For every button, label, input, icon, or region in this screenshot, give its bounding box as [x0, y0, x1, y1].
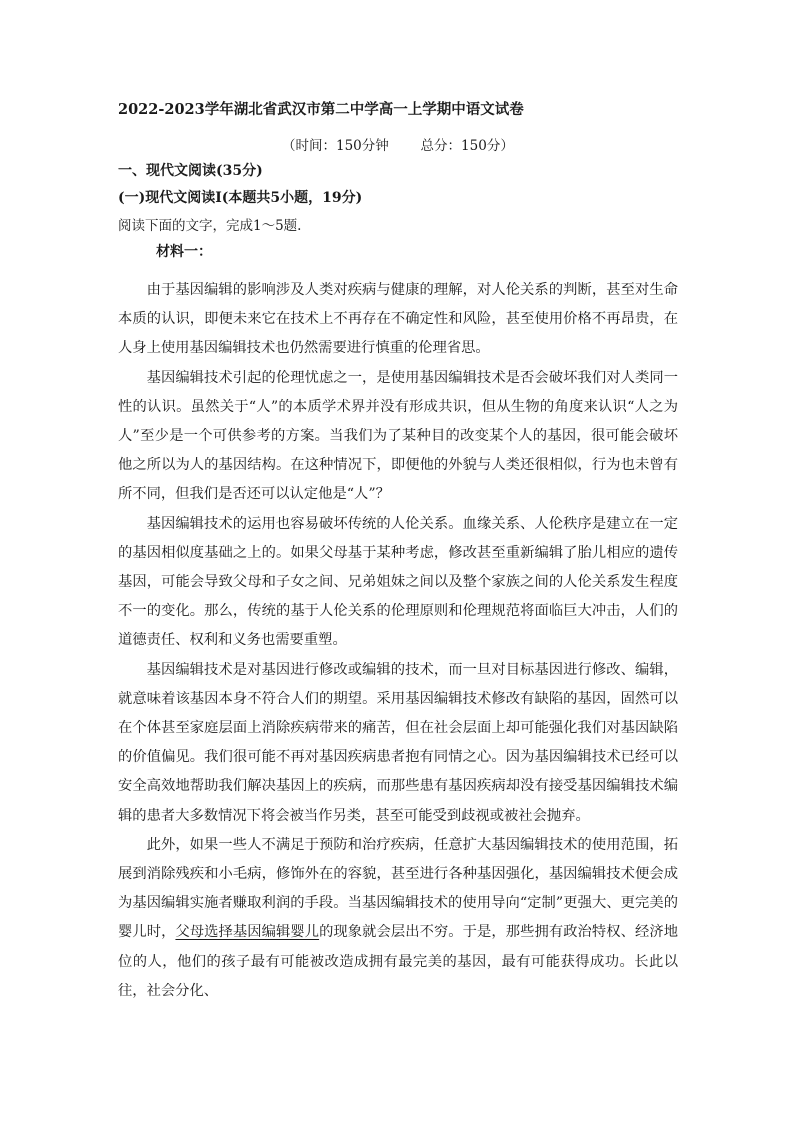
exam-time-and-score: （时间：150分钟 总分：150分）	[282, 138, 514, 154]
subsection-heading: (一)现代文阅读Ⅰ(本题共5小题，19分)	[118, 190, 363, 206]
exam-title: 2022-2023学年湖北省武汉市第二中学高一上学期中语文试卷	[118, 101, 524, 118]
passage-paragraph-3: 基因编辑技术的运用也容易破坏传统的人伦关系。血缘关系、人伦秩序是建立在一定的基因相似度基础之上的。如果父母基于某种考虑，修改甚至重新编辑了胎儿相应的遗传基因，可能会导致父母和子女之间、兄弟姐妹之间以及整个家族之间的人伦关系发生程度不一的变化。那么，传统的基于人伦关系的伦理原则和伦理规范将面临巨大冲击，人们的道德责任、权利和义务也需要重塑。	[118, 515, 678, 649]
material-label: 材料一：	[156, 244, 212, 260]
passage-body	[118, 276, 678, 1006]
underlined-phrase: 父母选择基因编辑婴儿	[175, 924, 320, 941]
reading-instruction: 阅读下面的文字，完成1～5题.	[118, 218, 302, 234]
passage-paragraph-1: 由于基因编辑的影响涉及人类对疾病与健康的理解，对人伦关系的判断，甚至对生命本质的认识，即便未来它在技术上不再存在不确定性和风险，甚至使用价格不再昂贵，在人身上使用基因编辑技术也仍然需要进行慎重的伦理省思。	[118, 282, 678, 357]
passage-paragraph-5	[118, 831, 678, 1006]
passage-paragraph-4: 基因编辑技术是对基因进行修改或编辑的技术，而一旦对目标基因进行修改、编辑，就意味着该基因本身不符合人们的期望。采用基因编辑技术修改有缺陷的基因，固然可以在个体甚至家庭层面上消除疾病带来的痛苦，但在社会层面上却可能强化我们对基因缺陷的价值偏见。我们很可能不再对基因疾病患者抱有同情之心。因为基因编辑技术已经可以安全高效地帮助我们解决基因上的疾病，而那些患有基因疾病却没有接受基因编辑技术编辑的患者大多数情况下将会被当作另类，甚至可能受到歧视或被社会抛弃。	[118, 661, 678, 824]
paragraph-5-text-after: 的现象就会层出不穷。于是，那些拥有政治特权、经济地位的人，他们的孩子最有可能被改造成拥有最完美的基因，最有可能获得成功。长此以往，社会分化、	[118, 924, 679, 999]
passage-paragraph-2: 基因编辑技术引起的伦理忧虑之一，是使用基因编辑技术是否会破坏我们对人类同一性的认识。虽然关于“人”的本质学术界并没有形成共识，但从生物的角度来认识“人之为人”至少是一个可供参考的方案。当我们为了某种目的改变某个人的基因，很可能会破坏他之所以为人的基因结构。在这种情况下，即便他的外貌与人类还很相似，行为也未曾有所不同，但我们是否还可以认定他是“人”？	[118, 369, 678, 503]
paragraph-5-text-before: 此外，如果一些人不满足于预防和治疗疾病，任意扩大基因编辑技术的使用范围，拓展到消除残疾和小毛病，修饰外在的容貌，甚至进行各种基因强化，基因编辑技术便会成为基因编辑实施者赚取利润的手段。当基因编辑技术的使用导向“定制”更强大、更完美的婴儿时，	[118, 836, 678, 941]
section-heading: 一、现代文阅读(35分)	[118, 163, 263, 179]
